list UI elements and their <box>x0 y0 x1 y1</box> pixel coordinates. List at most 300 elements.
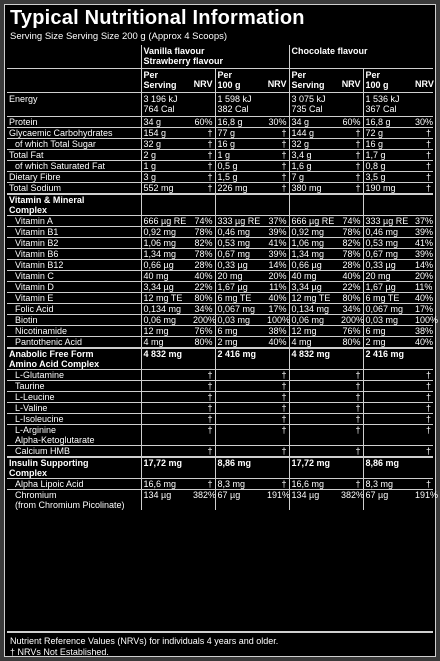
row-label: of which Total Sugar <box>7 139 141 150</box>
cell-value: 552 mg <box>141 183 191 195</box>
cell-value: 12 mg TE <box>289 293 339 304</box>
cell-nrv: † <box>413 425 433 446</box>
cell-value <box>141 414 191 425</box>
section-heading-row <box>7 348 433 370</box>
row-label: Vitamin A <box>7 216 141 227</box>
cell-value <box>215 425 265 446</box>
cell-value <box>141 425 191 446</box>
table-row <box>7 381 433 392</box>
cell-nrv: † <box>413 392 433 403</box>
cell-value: 1,06 mg <box>289 238 339 249</box>
cell-value: 0,134 mg <box>289 304 339 315</box>
cell-value: 1,7 g <box>363 150 413 161</box>
cell-nrv: 78% <box>191 249 215 260</box>
cell-nrv: † <box>413 403 433 414</box>
cell-value <box>141 446 191 458</box>
cell-value: 4 832 mg <box>141 348 215 370</box>
cell-value <box>363 392 413 403</box>
cell-nrv: † <box>191 403 215 414</box>
cell-value: 0,67 mg <box>215 249 265 260</box>
cell-nrv: † <box>265 370 289 381</box>
cell-value: 0,46 mg <box>363 227 413 238</box>
cell-nrv: 39% <box>415 227 434 237</box>
cell-value: 2 mg <box>215 337 265 349</box>
cell-nrv: 20% <box>265 271 289 282</box>
cell-nrv: † <box>413 479 433 490</box>
cell-value: 8,86 mg <box>363 457 433 479</box>
cell-nrv: † <box>413 446 433 458</box>
cell-value <box>289 370 339 381</box>
col-per-serving: Per Serving <box>289 69 339 93</box>
cell-value: 144 g <box>289 128 339 139</box>
row-label: Calcium HMB <box>7 446 141 458</box>
table-row <box>7 479 433 490</box>
cell-value: 77 g <box>215 128 265 139</box>
cell-nrv: † <box>265 381 289 392</box>
cell-value: 12 mg <box>141 326 191 337</box>
footnote-dagger: † NRVs Not Established. <box>10 647 109 657</box>
cell-nrv: † <box>339 161 363 172</box>
cell-value: 3 196 kJ 764 Cal <box>141 93 215 117</box>
cell-value: 134 µg <box>289 490 339 511</box>
cell-nrv: † <box>191 446 215 458</box>
cell-value: 4 mg <box>141 337 191 349</box>
cell-nrv: † <box>191 381 215 392</box>
cell-value <box>363 446 413 458</box>
cell-value: 666 µg RE <box>141 216 191 227</box>
cell-value <box>289 392 339 403</box>
section-heading: Insulin Supporting Complex <box>7 457 141 479</box>
cell-nrv: † <box>191 425 215 446</box>
cell-nrv: 40% <box>265 337 289 349</box>
cell-nrv: † <box>191 139 215 150</box>
row-label: L-Glutamine <box>7 370 141 381</box>
row-label: Vitamin B2 <box>7 238 141 249</box>
cell-nrv: 78% <box>191 227 215 238</box>
row-label: Vitamin B12 <box>7 260 141 271</box>
cell-nrv: † <box>339 381 363 392</box>
cell-nrv: † <box>413 128 433 139</box>
table-row <box>7 260 433 271</box>
table-row <box>7 249 433 260</box>
row-label: Pantothenic Acid <box>7 337 141 349</box>
cell-nrv: 28% <box>339 260 363 271</box>
cell-nrv: † <box>413 381 433 392</box>
nutrition-rows <box>7 93 439 511</box>
cell-nrv: † <box>191 161 215 172</box>
cell-nrv: 34% <box>191 304 215 315</box>
col-nrv: NRV <box>413 69 433 93</box>
cell-nrv: 82% <box>191 238 215 249</box>
cell-value: 666 µg RE <box>289 216 339 227</box>
cell-value: 1,5 g <box>215 172 265 183</box>
cell-value: 1 598 kJ 382 Cal <box>215 93 289 117</box>
row-label: Chromium (from Chromium Picolinate) <box>7 490 141 511</box>
cell-nrv: † <box>265 172 289 183</box>
cell-nrv: 200% <box>193 315 217 325</box>
cell-nrv: † <box>265 392 289 403</box>
row-label: Vitamin E <box>7 293 141 304</box>
cell-nrv: 40% <box>415 337 434 347</box>
cell-value: 0,66 µg <box>141 260 191 271</box>
cell-nrv: † <box>339 446 363 458</box>
cell-value: 1,67 µg <box>363 282 413 293</box>
cell-value <box>289 403 339 414</box>
cell-value: 1,06 mg <box>141 238 191 249</box>
cell-nrv: 78% <box>339 227 363 238</box>
cell-nrv: † <box>413 414 433 425</box>
cell-value: 40 mg <box>289 271 339 282</box>
cell-nrv: 200% <box>341 315 365 325</box>
cell-value: 0,46 mg <box>215 227 265 238</box>
cell-value: 16,8 g <box>363 117 413 128</box>
cell-value: 2 mg <box>363 337 413 349</box>
cell-value: 8,3 mg <box>215 479 265 490</box>
footnotes <box>7 631 433 658</box>
header-blank-2 <box>7 69 141 93</box>
cell-value: 1,67 µg <box>215 282 265 293</box>
cell-value: 20 mg <box>363 271 413 282</box>
table-row <box>7 403 433 414</box>
cell-nrv: 74% <box>339 216 363 227</box>
row-label: Energy <box>7 93 141 117</box>
cell-nrv: 39% <box>265 227 289 238</box>
cell-nrv: † <box>339 479 363 490</box>
cell-nrv: 382% <box>191 490 215 511</box>
cell-nrv: 14% <box>265 260 289 271</box>
cell-nrv: 40% <box>415 293 434 303</box>
cell-value: 154 g <box>141 128 191 139</box>
cell-value: 0,8 g <box>363 161 413 172</box>
cell-value <box>215 403 265 414</box>
cell-nrv: † <box>339 392 363 403</box>
energy-row <box>7 93 433 117</box>
cell-value: 0,134 mg <box>141 304 191 315</box>
chocolate-flavour-header: Chocolate flavour <box>289 45 433 69</box>
cell-nrv: † <box>339 150 363 161</box>
cell-nrv: 80% <box>191 293 215 304</box>
col-nrv: NRV <box>339 69 363 93</box>
col-nrv: NRV <box>265 69 289 93</box>
cell-nrv: † <box>191 414 215 425</box>
cell-value: 16,6 mg <box>289 479 339 490</box>
cell-nrv: † <box>265 139 289 150</box>
cell-value: 34 g <box>289 117 339 128</box>
nutrition-panel <box>4 4 439 657</box>
cell-nrv: † <box>191 128 215 139</box>
cell-value: 226 mg <box>215 183 265 195</box>
table-row <box>7 216 433 227</box>
cell-nrv: 39% <box>265 249 289 260</box>
cell-value <box>215 392 265 403</box>
cell-value: 3,34 µg <box>289 282 339 293</box>
cell-nrv: † <box>265 446 289 458</box>
cell-nrv: 30% <box>415 117 434 127</box>
table-row <box>7 238 433 249</box>
cell-value: 6 mg TE <box>215 293 265 304</box>
cell-nrv: † <box>413 150 433 161</box>
table-row <box>7 293 433 304</box>
cell-nrv: 100% <box>267 315 291 325</box>
cell-value: 4 mg <box>289 337 339 349</box>
cell-value <box>141 194 215 216</box>
cell-value: 0,53 mg <box>215 238 265 249</box>
cell-value: 0,06 mg <box>141 315 191 326</box>
cell-nrv: 191% <box>265 490 289 511</box>
cell-nrv: 100% <box>415 315 439 325</box>
table-row <box>7 161 433 172</box>
cell-value: 32 g <box>289 139 339 150</box>
cell-value: 8,86 mg <box>215 457 289 479</box>
cell-value: 190 mg <box>363 183 413 195</box>
serving-size: Serving Size Serving Size 200 g (Approx 4 Scoops) <box>10 31 228 42</box>
cell-value <box>141 392 191 403</box>
cell-nrv: † <box>265 183 289 195</box>
row-label: Vitamin B1 <box>7 227 141 238</box>
cell-nrv: † <box>191 183 215 195</box>
row-label: Vitamin B6 <box>7 249 141 260</box>
cell-nrv: † <box>413 139 433 150</box>
cell-value: 0,03 mg <box>215 315 265 326</box>
section-heading-row <box>7 194 433 216</box>
row-label: Folic Acid <box>7 304 141 315</box>
cell-nrv: † <box>339 425 363 446</box>
cell-value <box>215 194 289 216</box>
row-label: Vitamin C <box>7 271 141 282</box>
cell-value: 0,67 mg <box>363 249 413 260</box>
cell-value: 4 832 mg <box>289 348 363 370</box>
cell-value: 0,06 mg <box>289 315 339 326</box>
cell-value: 333 µg RE <box>215 216 265 227</box>
cell-nrv: 11% <box>265 282 289 293</box>
cell-value: 2 416 mg <box>215 348 289 370</box>
cell-nrv: 17% <box>265 304 289 315</box>
table-row <box>7 446 433 458</box>
cell-value <box>289 414 339 425</box>
cell-nrv: † <box>191 150 215 161</box>
cell-value: 7 g <box>289 172 339 183</box>
cell-nrv: † <box>191 479 215 490</box>
panel-title: Typical Nutritional Information <box>10 7 305 29</box>
cell-value: 34 g <box>141 117 191 128</box>
cell-nrv: 30% <box>265 117 289 128</box>
cell-nrv: † <box>339 370 363 381</box>
cell-nrv: 82% <box>339 238 363 249</box>
cell-value <box>141 370 191 381</box>
table-row <box>7 304 433 315</box>
cell-nrv: 80% <box>339 337 363 349</box>
table-row <box>7 370 433 381</box>
table-row <box>7 183 433 195</box>
table-row <box>7 337 433 349</box>
cell-value: 3,4 g <box>289 150 339 161</box>
cell-value: 12 mg <box>289 326 339 337</box>
cell-value: 1,6 g <box>289 161 339 172</box>
cell-value: 0,5 g <box>215 161 265 172</box>
cell-value: 3,5 g <box>363 172 413 183</box>
cell-value: 16 g <box>363 139 413 150</box>
cell-value: 16 g <box>215 139 265 150</box>
cell-value: 1 536 kJ 367 Cal <box>363 93 433 117</box>
cell-value: 8,3 mg <box>363 479 413 490</box>
cell-nrv: 40% <box>191 271 215 282</box>
cell-value: 6 mg TE <box>363 293 413 304</box>
cell-nrv: 74% <box>191 216 215 227</box>
cell-value: 67 µg <box>363 490 413 511</box>
section-heading: Anabolic Free Form Amino Acid Complex <box>7 348 141 370</box>
row-label: Protein <box>7 117 141 128</box>
cell-value: 0,067 mg <box>363 304 413 315</box>
cell-value: 6 mg <box>363 326 413 337</box>
cell-nrv: 11% <box>415 282 433 292</box>
col-per-100g: Per 100 g <box>215 69 265 93</box>
cell-nrv: 38% <box>415 326 434 336</box>
cell-value <box>289 425 339 446</box>
cell-value <box>141 381 191 392</box>
cell-nrv: 78% <box>339 249 363 260</box>
cell-value <box>363 381 413 392</box>
cell-value <box>141 403 191 414</box>
cell-nrv: 20% <box>415 271 434 281</box>
table-row <box>7 425 433 446</box>
cell-value: 3 075 kJ 735 Cal <box>289 93 363 117</box>
cell-value: 72 g <box>363 128 413 139</box>
cell-nrv: 76% <box>191 326 215 337</box>
cell-nrv: 14% <box>415 260 434 270</box>
cell-value <box>363 403 413 414</box>
cell-value: 3 g <box>141 172 191 183</box>
cell-nrv: 41% <box>265 238 289 249</box>
row-label: Dietary Fibre <box>7 172 141 183</box>
cell-nrv: 22% <box>339 282 363 293</box>
cell-value <box>363 425 413 446</box>
cell-value: 2 416 mg <box>363 348 433 370</box>
cell-nrv: † <box>413 172 433 183</box>
cell-value <box>289 381 339 392</box>
cell-value: 0,03 mg <box>363 315 413 326</box>
cell-nrv: 60% <box>339 117 363 128</box>
cell-nrv: 39% <box>415 249 434 259</box>
cell-nrv: 38% <box>265 326 289 337</box>
col-nrv: NRV <box>191 69 215 93</box>
cell-nrv: † <box>413 183 433 195</box>
row-label: L-Isoleucine <box>7 414 141 425</box>
cell-value: 1,34 mg <box>289 249 339 260</box>
cell-value: 0,33 µg <box>363 260 413 271</box>
row-label: Total Fat <box>7 150 141 161</box>
cell-value <box>363 370 413 381</box>
cell-value: 134 µg <box>141 490 191 511</box>
cell-value: 67 µg <box>215 490 265 511</box>
table-row <box>7 128 433 139</box>
table-row <box>7 150 433 161</box>
cell-nrv: † <box>413 370 433 381</box>
row-label: Vitamin D <box>7 282 141 293</box>
row-label: Taurine <box>7 381 141 392</box>
cell-value <box>215 370 265 381</box>
table-row <box>7 392 433 403</box>
cell-nrv: † <box>413 161 433 172</box>
table-row <box>7 490 433 511</box>
cell-nrv: 28% <box>191 260 215 271</box>
cell-nrv: 80% <box>191 337 215 349</box>
cell-value: 0,92 mg <box>289 227 339 238</box>
cell-value: 0,66 µg <box>289 260 339 271</box>
cell-value: 333 µg RE <box>363 216 413 227</box>
cell-nrv: † <box>339 139 363 150</box>
cell-value <box>363 194 433 216</box>
table-row <box>7 315 433 326</box>
cell-nrv: 37% <box>415 216 434 226</box>
cell-nrv: † <box>265 425 289 446</box>
cell-value <box>215 381 265 392</box>
cell-value: 0,33 µg <box>215 260 265 271</box>
cell-value: 12 mg TE <box>141 293 191 304</box>
table-row <box>7 271 433 282</box>
cell-nrv: † <box>191 392 215 403</box>
cell-nrv: † <box>265 414 289 425</box>
cell-value: 20 mg <box>215 271 265 282</box>
cell-value <box>215 446 265 458</box>
cell-nrv: † <box>265 161 289 172</box>
nutrition-table <box>7 45 439 510</box>
cell-nrv: † <box>265 403 289 414</box>
cell-nrv: † <box>191 370 215 381</box>
cell-nrv: 17% <box>415 304 434 314</box>
section-heading: Vitamin & Mineral Complex <box>7 194 141 216</box>
row-label: Nicotinamide <box>7 326 141 337</box>
row-label: L-Leucine <box>7 392 141 403</box>
cell-nrv: 76% <box>339 326 363 337</box>
row-label: Glycaemic Carbohydrates <box>7 128 141 139</box>
table-row <box>7 282 433 293</box>
table-row <box>7 172 433 183</box>
table-row <box>7 326 433 337</box>
row-label: of which Saturated Fat <box>7 161 141 172</box>
cell-value <box>215 414 265 425</box>
table-row <box>7 117 433 128</box>
cell-value: 16,6 mg <box>141 479 191 490</box>
cell-value: 40 mg <box>141 271 191 282</box>
cell-value <box>363 414 413 425</box>
cell-value: 32 g <box>141 139 191 150</box>
cell-nrv: † <box>339 403 363 414</box>
cell-nrv: 40% <box>265 293 289 304</box>
vanilla-flavour-header: Vanilla flavour Strawberry flavour <box>141 45 289 69</box>
cell-value: 17,72 mg <box>141 457 215 479</box>
cell-value: 6 mg <box>215 326 265 337</box>
cell-value: 17,72 mg <box>289 457 363 479</box>
cell-nrv: † <box>339 183 363 195</box>
table-row <box>7 139 433 150</box>
cell-value: 1,34 mg <box>141 249 191 260</box>
cell-value: 0,92 mg <box>141 227 191 238</box>
cell-nrv: 22% <box>191 282 215 293</box>
cell-value: 0,067 mg <box>215 304 265 315</box>
footnote-nrv: Nutrient Reference Values (NRVs) for individuals 4 years and older. <box>10 636 279 646</box>
table-row <box>7 227 433 238</box>
cell-value: 1 g <box>141 161 191 172</box>
cell-value <box>289 194 363 216</box>
cell-nrv: † <box>339 172 363 183</box>
row-label: L-Arginine Alpha-Ketoglutarate <box>7 425 141 446</box>
cell-nrv: † <box>265 150 289 161</box>
row-label: L-Valine <box>7 403 141 414</box>
cell-nrv: 37% <box>265 216 289 227</box>
cell-nrv: 41% <box>415 238 434 248</box>
cell-nrv: 382% <box>339 490 363 511</box>
cell-value <box>289 446 339 458</box>
